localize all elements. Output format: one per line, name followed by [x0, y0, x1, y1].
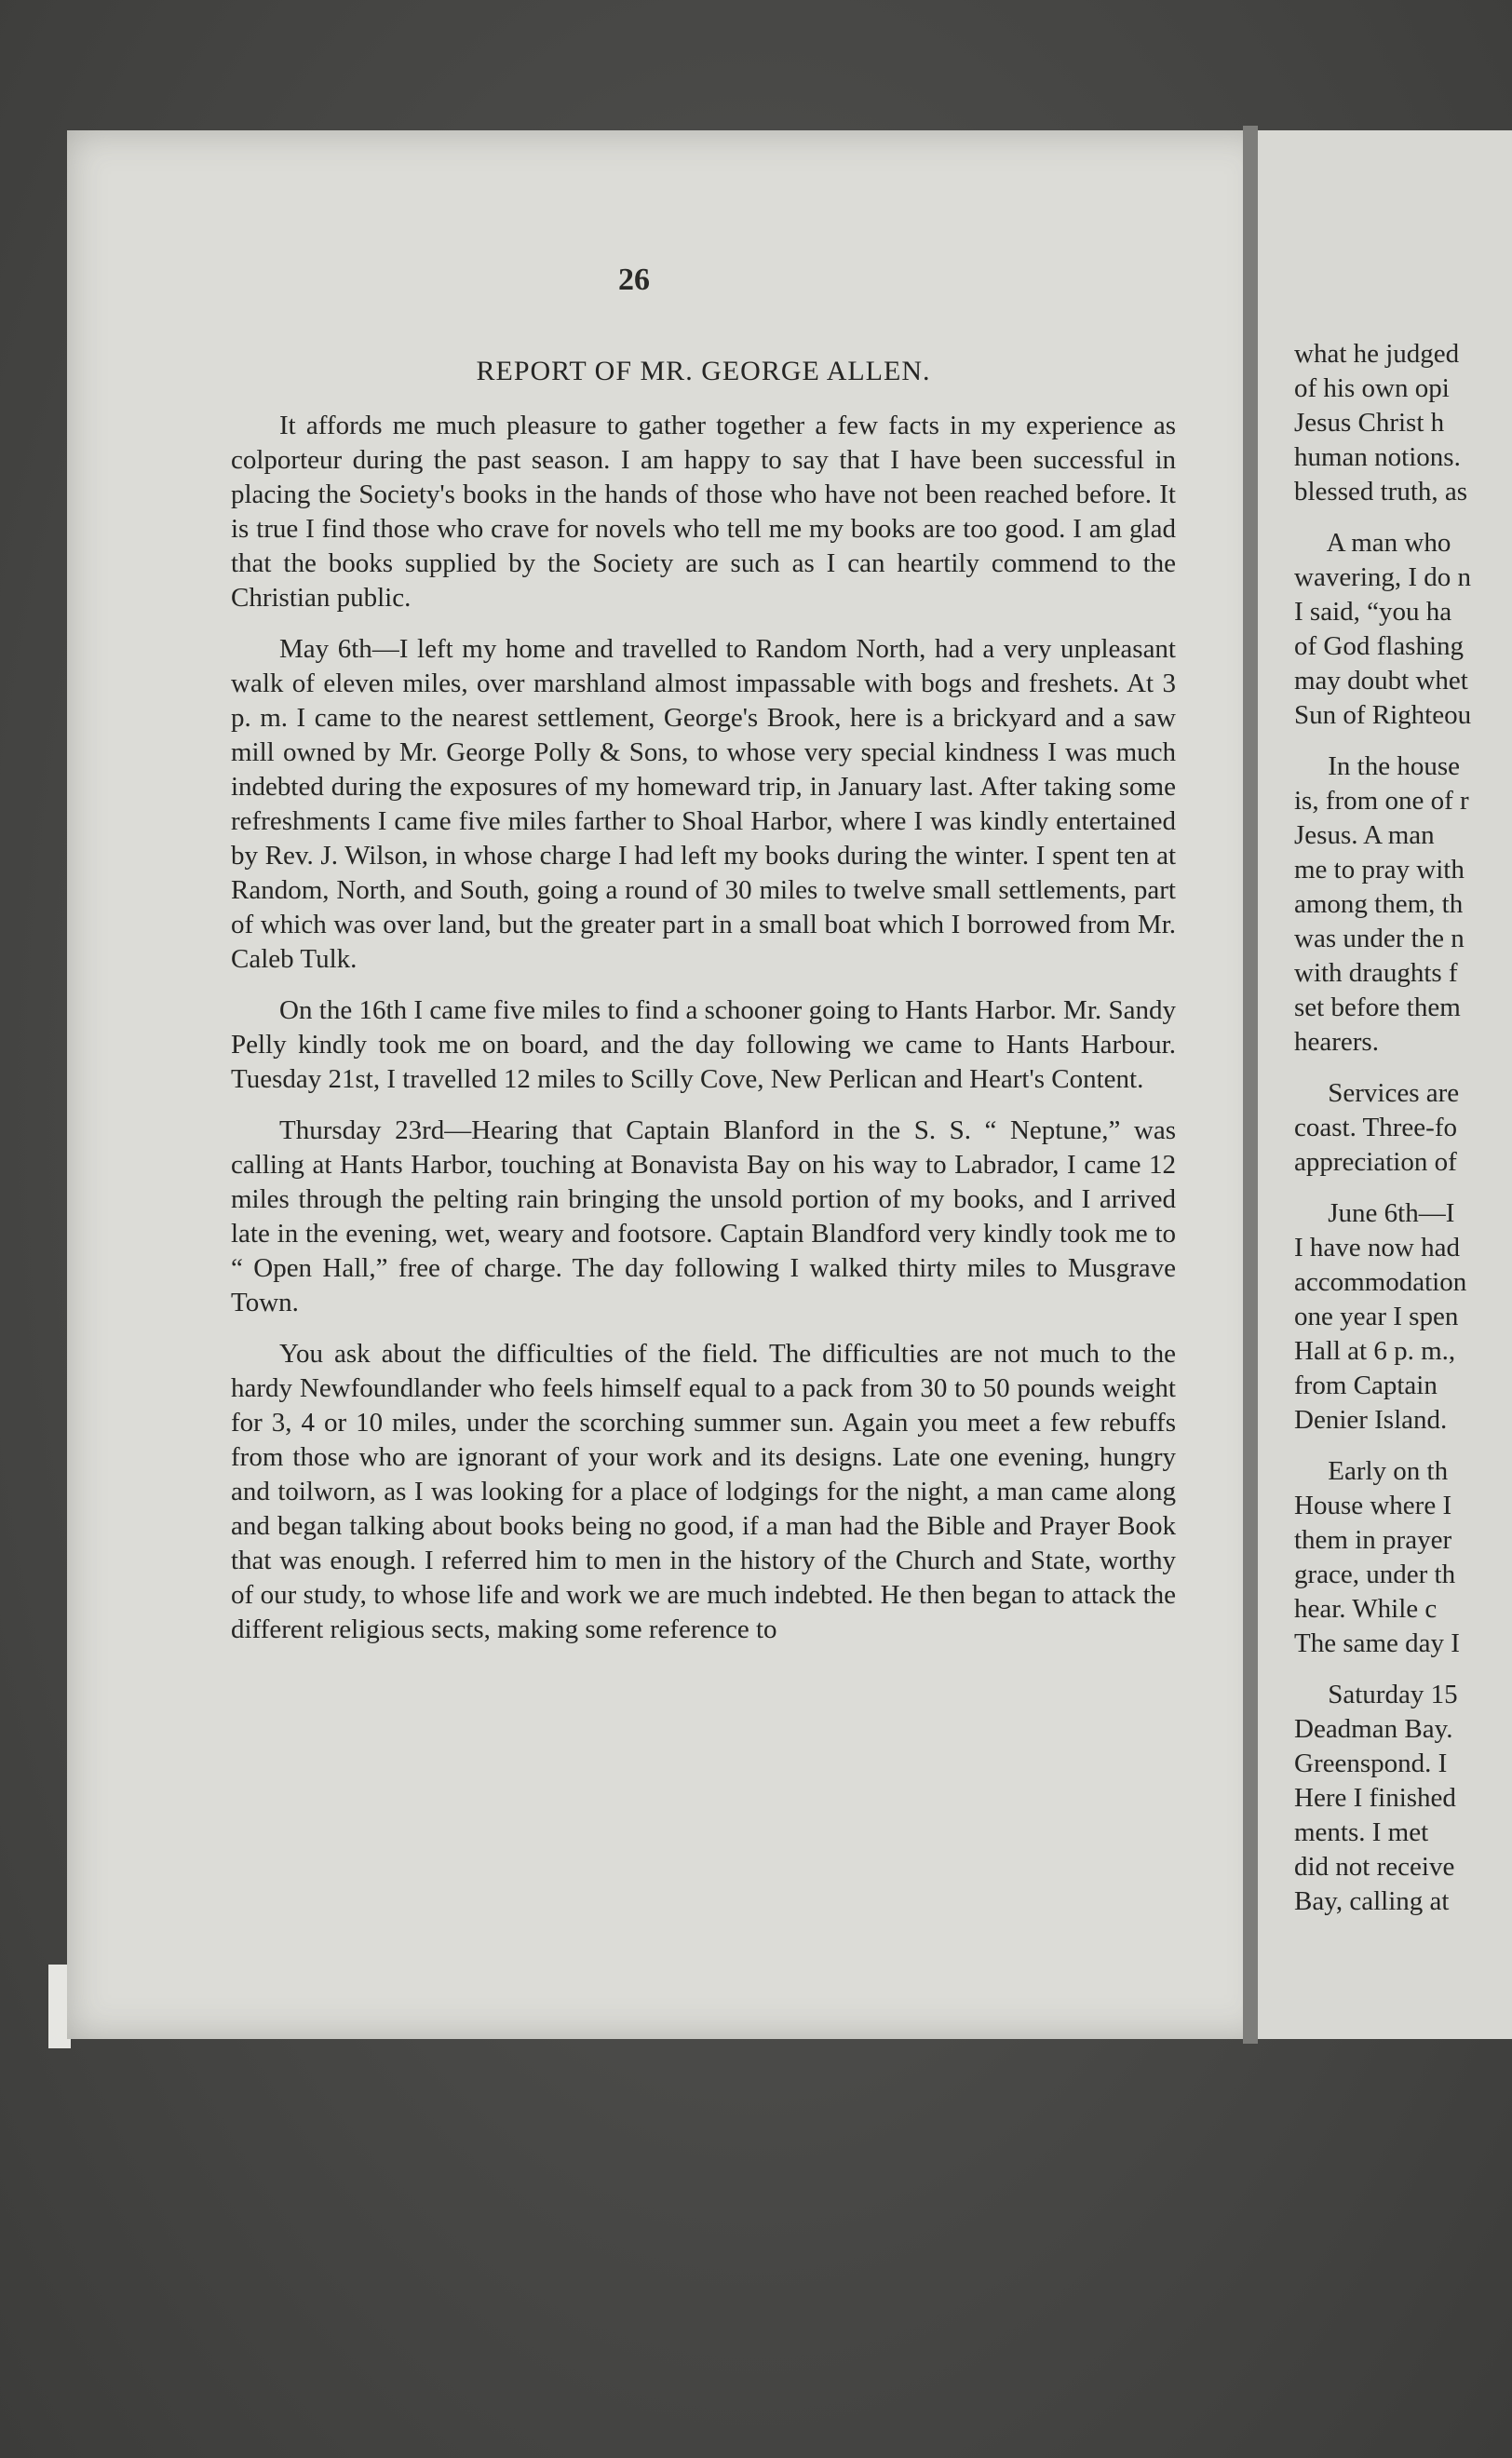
right-page-line: Services are — [1294, 1078, 1460, 1108]
right-page-line: wavering, I do n — [1294, 562, 1472, 592]
paragraph-intro: It affords me much pleasure to gather together a few facts in my experience as colporteur during the past season. I am happy to say that I have been successful in placing the Society's books in the hands of those who have not been reached before. It is true I find those who crave for novels who tell me my books are too good. I am glad that the books supplied by the Society are such as I can heartily commend to the Christian public. — [231, 411, 1176, 613]
right-page-gap — [1294, 509, 1512, 526]
right-page-gap — [1294, 1180, 1512, 1196]
right-page-gap — [1294, 1661, 1512, 1678]
right-page-line: them in prayer — [1294, 1525, 1452, 1555]
right-page-line: me to pray with — [1294, 855, 1465, 885]
right-page — [1258, 130, 1512, 2039]
right-page-line: human notions. — [1294, 442, 1461, 472]
right-page-line: Bay, calling at — [1294, 1886, 1450, 1916]
right-page-text — [1294, 337, 1512, 1919]
right-page-line: hearers. — [1294, 1027, 1379, 1057]
right-page-line: Greenspond. I — [1294, 1749, 1448, 1778]
right-page-line: ments. I met — [1294, 1817, 1429, 1847]
right-page-line: did not receive — [1294, 1852, 1455, 1882]
right-page-line: one year I spen — [1294, 1302, 1459, 1331]
right-page-line: of his own opi — [1294, 373, 1450, 403]
right-page-line: Sun of Righteou — [1294, 700, 1472, 730]
right-page-line: coast. Three-fo — [1294, 1113, 1457, 1142]
right-page-line: Jesus Christ h — [1294, 408, 1445, 438]
right-page-line: appreciation of — [1294, 1147, 1457, 1177]
right-page-line: may doubt whet — [1294, 666, 1468, 696]
right-page-line: A man who — [1294, 528, 1451, 558]
right-page-line: among them, th — [1294, 889, 1464, 919]
right-page-line: from Captain — [1294, 1371, 1438, 1400]
right-page-line: set before them — [1294, 993, 1461, 1022]
right-page-line: grace, under th — [1294, 1560, 1456, 1589]
right-page-gap — [1294, 733, 1512, 750]
right-page-line: In the house — [1294, 751, 1460, 781]
right-page-gap — [1294, 1438, 1512, 1454]
right-page-line: Denier Island. — [1294, 1405, 1448, 1435]
right-page-line: June 6th—I — [1294, 1198, 1455, 1228]
right-page-line: was under the n — [1294, 924, 1465, 953]
page-number: 26 — [618, 263, 650, 297]
right-page-line: House where I — [1294, 1491, 1452, 1520]
right-page-line: blessed truth, as — [1294, 477, 1468, 506]
right-page-line: Saturday 15 — [1294, 1680, 1458, 1709]
right-page-line: I said, “you ha — [1294, 597, 1452, 627]
right-page-line: Hall at 6 p. m., — [1294, 1336, 1456, 1366]
right-page-line: Deadman Bay. — [1294, 1714, 1453, 1744]
right-page-gap — [1294, 1060, 1512, 1076]
paragraph-may-6th: May 6th—I left my home and travelled to Random North, had a very unpleasant walk of eleven miles, over marshland almost impassable with bogs and freshets. At 3 p. m. I came to the nearest settlement, George's Brook, here is a brickyard and a saw mill owned by Mr. George Polly & Sons, to whose very special kindness I was much indebted during the exposures of my homeward trip, in January last. After taking some refreshments I came five miles farther to Shoal Harbor, where I was kindly entertained by Rev. J. Wilson, in whose charge I had left my books during the winter. I spent ten at Random, North, and South, going a round of 30 miles to twelve small settlements, part of which was over land, but the greater part in a small boat which I borrowed from Mr. Caleb Tulk. — [231, 634, 1176, 974]
right-page-line: Early on th — [1294, 1456, 1449, 1486]
right-page-line: Jesus. A man — [1294, 820, 1435, 850]
paragraph-16th: On the 16th I came five miles to find a schooner going to Hants Harbor. Mr. Sandy Pelly kindly took me on board, and the day following we came to Hants Harbour. Tuesday 21st, I travelled 12 miles to Scilly Cove, New Perlican and Heart's Content. — [231, 995, 1176, 1094]
right-page-line: hear. While c — [1294, 1594, 1438, 1624]
book-gutter — [1243, 126, 1258, 2044]
report-title: REPORT OF MR. GEORGE ALLEN. — [476, 356, 931, 386]
right-page-line: of God flashing — [1294, 631, 1465, 661]
paragraph-difficulties: You ask about the difficulties of the field. The difficulties are not much to the hardy Newfoundlander who feels himself equal to a pack from 30 to 50 pounds weight for 3, 4 or 10 miles, under the scorching summer sun. Again you meet a few rebuffs from those who are ignorant of your work and its designs. Late one evening, hungry and toilworn, as I was looking for a place of lodgings for the night, a man came along and began talking about books being no good, if a man had the Bible and Prayer Book that was enough. I referred him to men in the history of the Church and State, worthy of our study, to whose life and work we are much indebted. He then began to attack the different religious sects, making some reference to — [231, 1339, 1176, 1644]
left-page-text — [231, 354, 1176, 1664]
right-page-line: I have now had — [1294, 1233, 1460, 1263]
right-page-line: is, from one of r — [1294, 786, 1469, 816]
right-page-line: accommodation — [1294, 1267, 1467, 1297]
right-page-line: Here I finished — [1294, 1783, 1456, 1813]
right-page-line: what he judged — [1294, 339, 1460, 369]
paragraph-thursday-23rd: Thursday 23rd—Hearing that Captain Blanford in the S. S. “ Neptune,” was calling at Hants Harbor, touching at Bonavista Bay on his way to Labrador, I came 12 miles through the pelting rain bringing the unsold portion of my books, and I arrived late in the evening, wet, weary and footsore. Captain Blandford very kindly took me to “ Open Hall,” free of charge. The day following I walked thirty miles to Musgrave Town. — [231, 1115, 1176, 1317]
right-page-line: with draughts f — [1294, 958, 1458, 988]
right-page-line: The same day I — [1294, 1628, 1460, 1658]
